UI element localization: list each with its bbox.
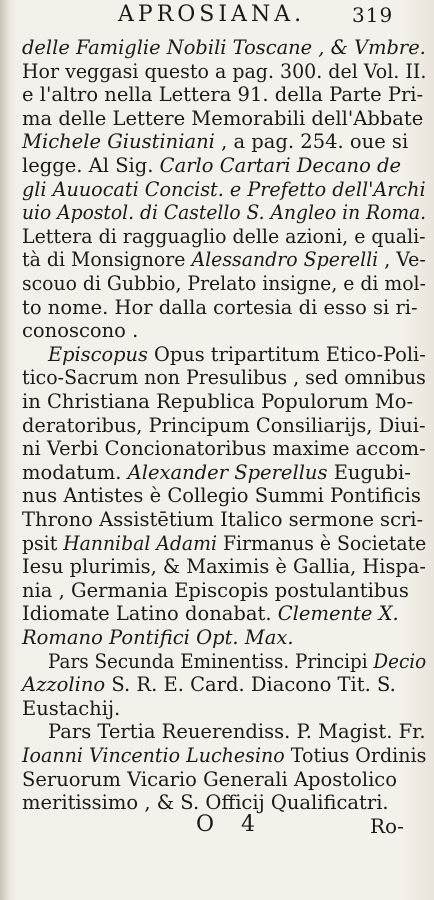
italic-run: Decio bbox=[373, 649, 427, 673]
italic-run: Alexander Sperellus bbox=[127, 460, 328, 484]
roman-run: e l'altro nella Lettera 91. della Parte Pri- bbox=[22, 83, 424, 107]
roman-run: nia , Germania Episcopis postulantibus bbox=[22, 578, 409, 602]
roman-run: ni Verbi Concionatoribus maxime accom- bbox=[22, 437, 426, 461]
roman-run: conoscono . bbox=[22, 319, 139, 343]
roman-run: Seruorum Vicario Generali Apostolico bbox=[22, 767, 397, 791]
page-header bbox=[0, 2, 434, 32]
italic-run: Michele Giustiniani bbox=[22, 130, 215, 154]
italic-run: Hannibal Adami bbox=[63, 531, 217, 555]
italic-run: uio Apostol. di Castello S. Angleo in Roma. bbox=[22, 201, 427, 225]
roman-run: modatum. bbox=[22, 460, 128, 484]
roman-run: Opus tripartitum Etico-Poli- bbox=[147, 342, 426, 366]
italic-run: gli Auuocati Concist. e Prefetto dell'Archi bbox=[22, 177, 426, 201]
italic-run: Carlo Cartari Decano de bbox=[159, 154, 402, 177]
roman-run: Pars Secunda Eminentiss. Principi bbox=[48, 649, 374, 673]
roman-run: scouo di Gubbio, Prelato insigne, e di mol- bbox=[22, 272, 426, 295]
page-footer bbox=[0, 812, 434, 846]
page-number: 319 bbox=[352, 3, 394, 27]
roman-run: , a pag. 254. oue si bbox=[214, 130, 409, 154]
roman-run: legge. Al Sig. bbox=[22, 154, 160, 177]
roman-run: Hor veggasi questo a pag. 300. del Vol. II. bbox=[22, 59, 427, 83]
italic-run: Alessandro Sperelli bbox=[191, 248, 379, 272]
roman-run: Throno Assistētium Italico sermone scri- bbox=[22, 508, 424, 531]
roman-run: psit bbox=[22, 531, 64, 555]
italic-run: Episcopus bbox=[48, 342, 148, 366]
italic-run: Ioanni Vincentio Luchesino bbox=[22, 744, 285, 767]
catchword: Ro- bbox=[370, 814, 404, 838]
roman-run: Eustachij. bbox=[22, 696, 121, 720]
roman-run: to nome. Hor dalla cortesia di esso si ri- bbox=[22, 295, 418, 319]
roman-run: , Ve- bbox=[378, 248, 426, 272]
roman-run: Idiomate Latino donabat. bbox=[22, 602, 278, 626]
roman-run: Lettera di ragguaglio delle azioni, e quali- bbox=[22, 224, 426, 248]
roman-run: S. R. E. Card. Diacono Tit. S. bbox=[105, 673, 396, 697]
running-head: APROSIANA. bbox=[118, 2, 306, 27]
italic-run: delle Famiglie Nobili Toscane , & Vmbre. bbox=[22, 36, 426, 59]
roman-run: Pars Tertia Reuerendiss. P. Magist. Fr. bbox=[48, 720, 426, 744]
roman-run: nus Antistes è Collegio Summi Pontificis bbox=[22, 484, 421, 508]
gutter-shadow bbox=[0, 0, 10, 900]
italic-run: Clemente X. bbox=[277, 602, 399, 626]
italic-run: Azzolino bbox=[22, 673, 106, 697]
roman-run: Iesu plurimis, & Maximis è Gallia, Hispa- bbox=[22, 555, 426, 579]
roman-run: Firmanus è Societate bbox=[216, 531, 427, 555]
roman-run: Totius Ordinis bbox=[284, 744, 427, 767]
roman-run: in Christiana Republica Populorum Mo- bbox=[22, 390, 414, 413]
roman-run: tico-Sacrum non Presulibus , sed omnibus bbox=[22, 366, 426, 390]
roman-run: meritissimo , & S. Officij Qualificatri. bbox=[22, 791, 389, 815]
roman-run: Eugubi- bbox=[327, 460, 411, 484]
roman-run: ma delle Lettere Memorabili dell'Abbate bbox=[22, 106, 424, 130]
roman-run: deratoribus, Principum Consiliarijs, Diui- bbox=[22, 413, 426, 437]
italic-run: Romano Pontifici Opt. Max. bbox=[22, 626, 294, 649]
signature-mark: O 4 bbox=[196, 812, 266, 837]
roman-run: tà di Monsignore bbox=[22, 248, 192, 272]
